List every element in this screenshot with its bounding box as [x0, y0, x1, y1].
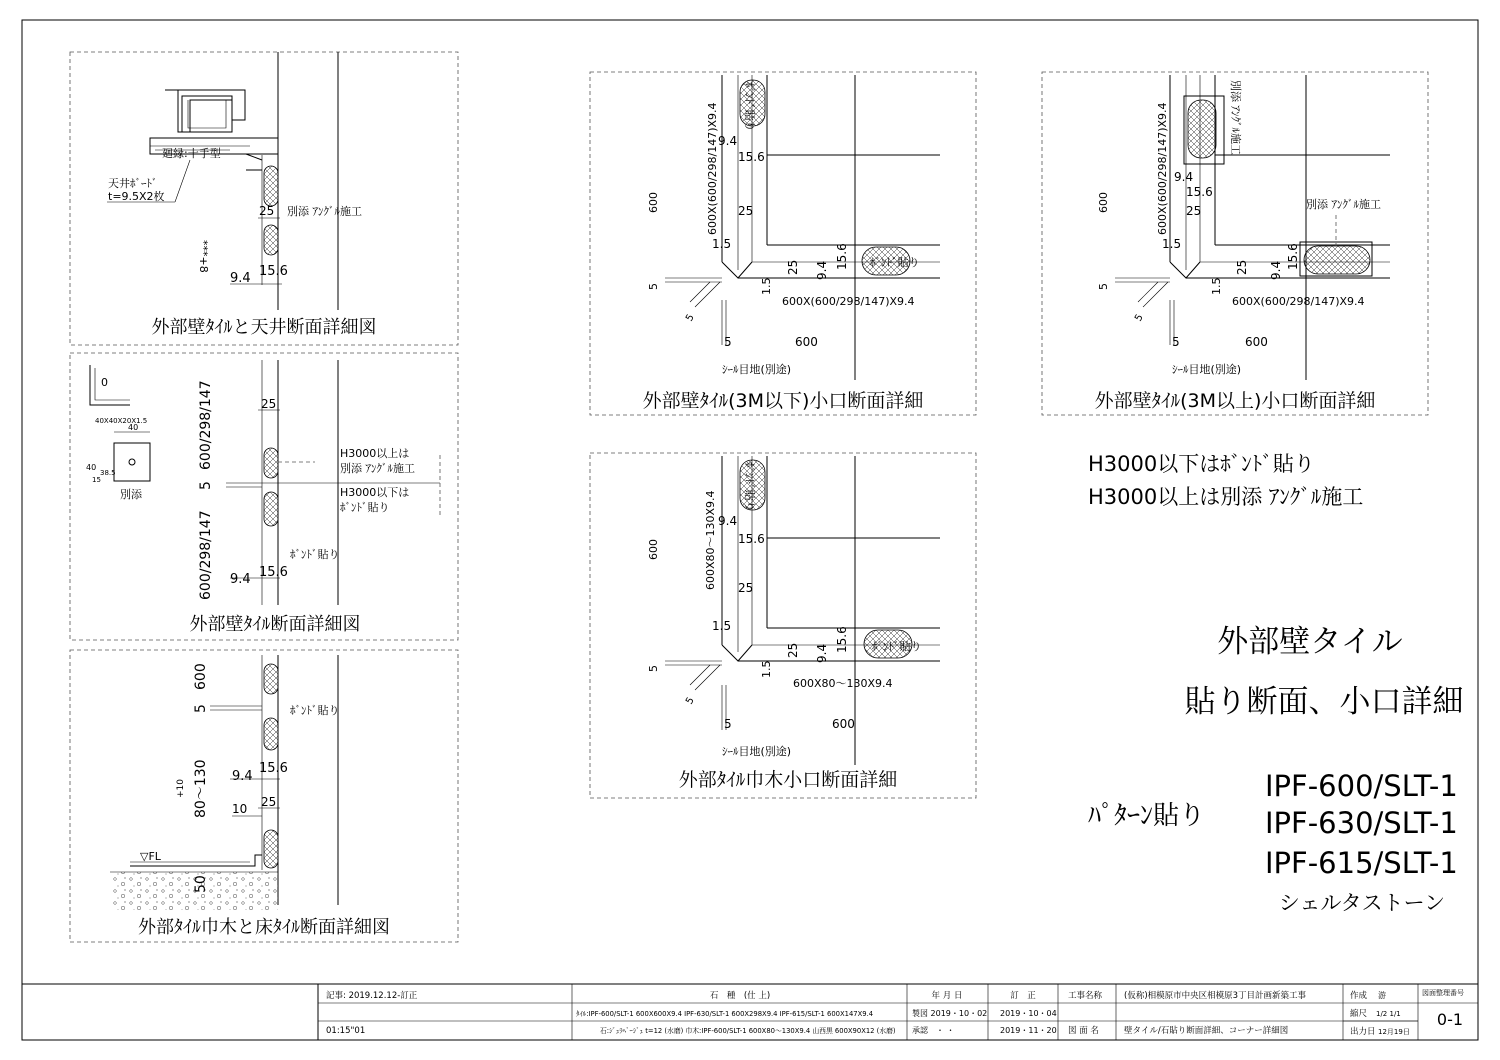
edge-low-h600: 600 [795, 335, 818, 349]
wall-dim-v-mid: 5 [198, 481, 214, 490]
ceiling-dim-25: 25 [259, 204, 275, 218]
note-line-2: H3000以上は別添 ｱﾝｸﾞﾙ施工 [1088, 485, 1364, 509]
edge-high-dim-600: 600 [1097, 192, 1110, 213]
skirting-dim-94: 9.4 [232, 769, 253, 784]
tb-stone-row2: 石:ｼﾞｭﾗﾍﾞｰｼﾞｭ t=12 (水磨) 巾木:IPF-600/SLT-1 600X80～130X9.4 山西黒 600X90X12 (水磨) [600, 1027, 896, 1035]
skirting-fl: ▽FL [140, 850, 161, 863]
edge-high-dim-94: 9.4 [1174, 170, 1194, 184]
edge-low-bond-v: ﾎﾞﾝﾄﾞ貼り [743, 82, 756, 132]
skirt-edge-h94: 9.4 [815, 643, 829, 663]
ceiling-dim-156: 15.6 [259, 264, 288, 279]
heading-line-1: 外部壁タイル [1217, 624, 1403, 660]
wall-title: 外部壁ﾀｲﾙ断面詳細図 [189, 614, 361, 635]
tb-stone-row1: ﾀｲﾙ:IPF-600/SLT-1 600X600X9.4 IPF-630/SLT-1 600X298X9.4 IPF-615/SLT-1 600X147X9.4 [576, 1010, 874, 1018]
skirt-edge-h156: 15.6 [835, 626, 849, 653]
edge-high-h600: 600 [1245, 335, 1268, 349]
tb-approve: 承認 ・ ・ [912, 1026, 955, 1035]
skirt-edge-h25: 25 [786, 642, 800, 658]
panel-edge-low [590, 72, 976, 415]
pattern-sub: シェルタストーン [1278, 891, 1446, 915]
edge-high-dim-156: 15.6 [1186, 185, 1213, 199]
heading-line-2: 貼り断面、小口詳細 [1184, 684, 1464, 720]
skirt-edge-title: 外部ﾀｲﾙ巾木小口断面詳細 [678, 769, 898, 791]
skirting-plus10: +10 [176, 779, 186, 798]
skirting-dim-80: 80～130 [193, 759, 209, 818]
edge-low-dim-156: 15.6 [738, 150, 765, 164]
skirt-edge-seal: ｼｰﾙ目地(別途) [722, 745, 792, 758]
edge-high-h156: 15.6 [1286, 243, 1300, 270]
skirt-edge-dim-94: 9.4 [718, 514, 738, 528]
edge-high-diag5: 5 [1133, 312, 1146, 324]
wall-attach-label: 別添 [120, 488, 142, 501]
edge-low-tile-v: 600X(600/298/147)X9.4 [706, 102, 719, 235]
ceiling-stars: ***+8 [197, 240, 210, 273]
skirt-edge-dim-600: 600 [647, 539, 660, 560]
skirting-dim-50: 50 [193, 875, 209, 893]
wall-dim-v-bot: 600/298/147 [198, 510, 214, 600]
tb-date-header: 年 月 日 [931, 991, 963, 1001]
edge-low-seal: ｼｰﾙ目地(別途) [722, 363, 792, 376]
tb-time: 01:15"01 [326, 1026, 366, 1036]
wall-dim-94: 9.4 [230, 572, 251, 587]
ceiling-mawari-label: 廻縁:十手型 [162, 147, 221, 160]
tb-drawing-name: 壁タイル/石貼り断面詳細、コーナー詳細図 [1124, 1026, 1289, 1036]
wall-dim-v-top: 600/298/147 [198, 380, 214, 470]
skirting-dim-25: 25 [261, 795, 277, 809]
pattern-item-3: IPF-615/SLT-1 [1265, 846, 1458, 880]
edge-high-dim-25: 25 [1186, 204, 1202, 218]
panel-edge-high [1042, 72, 1428, 415]
wall-bracket-spec: 40X40X20X1.5 [95, 417, 148, 425]
edge-high-h94: 9.4 [1269, 260, 1283, 280]
panel-skirt-edge [590, 453, 976, 798]
tb-scale-label: 縮尺 [1350, 1009, 1368, 1019]
pattern-item-1: IPF-600/SLT-1 [1265, 769, 1458, 803]
ceiling-dim-94: 9.4 [230, 271, 251, 286]
edge-low-h156: 15.6 [835, 243, 849, 270]
tb-num-label: 図面整理番号 [1422, 989, 1464, 997]
edge-low-diag5: 5 [684, 312, 697, 324]
tb-drawing-label: 図 面 名 [1068, 1026, 1099, 1036]
tb-project-label: 工事名称 [1068, 991, 1103, 1001]
skirt-edge-diag5: 5 [684, 695, 697, 707]
skirt-edge-dim-15: 1.5 [712, 619, 732, 633]
skirt-edge-tile-v: 600X80～130X9.4 [704, 490, 717, 590]
wall-bracket-a: 15 [92, 476, 101, 484]
edge-high-h15: 1.5 [1210, 277, 1223, 295]
tb-author: 游 [1378, 991, 1386, 1000]
edge-high-h25: 25 [1235, 259, 1249, 275]
tb-out-date: 12月19日 [1378, 1028, 1410, 1036]
wall-bracket-w: 40 [128, 423, 139, 432]
wall-h-over-1: H3000以上は [340, 447, 410, 460]
wall-dim-25: 25 [261, 397, 277, 411]
skirting-title: 外部ﾀｲﾙ巾木と床ﾀｲﾙ断面詳細図 [138, 917, 390, 938]
skirt-edge-h5: 5 [724, 717, 732, 731]
edge-low-bond-h: ﾎﾞﾝﾄﾞ貼り [870, 256, 920, 269]
edge-high-title: 外部壁ﾀｲﾙ(3M以上)小口断面詳細 [1094, 390, 1376, 412]
edge-low-h25: 25 [786, 259, 800, 275]
pattern-label: ﾊﾟﾀｰﾝ貼り [1088, 801, 1206, 831]
ceiling-board-spec: t=9.5X2枚 [108, 190, 165, 203]
edge-high-dim-15: 1.5 [1162, 237, 1182, 251]
panel-wall [70, 353, 458, 640]
pattern-item-2: IPF-630/SLT-1 [1265, 806, 1458, 840]
wall-h-under-1: H3000以下は [340, 486, 410, 499]
edge-low-dim-25: 25 [738, 204, 754, 218]
ceiling-board-label: 天井ﾎﾞｰﾄﾞ [108, 177, 158, 190]
wall-bracket-b: 38.5 [100, 469, 116, 477]
tb-number: 0-1 [1436, 1010, 1464, 1029]
wall-bond-label: ﾎﾞﾝﾄﾞ貼り [290, 548, 340, 561]
tb-note: 記事: 2019.12.12-訂正 [326, 991, 418, 1001]
edge-low-dim-5: 5 [647, 283, 660, 290]
edge-low-dim-15: 1.5 [712, 237, 732, 251]
edge-low-dim-94: 9.4 [718, 134, 738, 148]
skirt-edge-bond-v: ﾎﾞﾝﾄﾞ貼り [743, 462, 756, 512]
panel-skirting [70, 650, 458, 942]
edge-high-tile-v: 600X(600/298/147)X9.4 [1156, 102, 1169, 235]
skirt-edge-dim-156: 15.6 [738, 532, 765, 546]
ceiling-title: 外部壁ﾀｲﾙと天井断面詳細図 [151, 317, 377, 338]
wall-bracket-mark: 0 [101, 376, 108, 389]
edge-high-angle-h: 別添 ｱﾝｸﾞﾙ施工 [1306, 198, 1381, 211]
tb-author-label: 作成 [1350, 991, 1368, 1001]
edge-low-h94: 9.4 [815, 260, 829, 280]
tb-stone-header: 石 種 (仕 上) [709, 991, 771, 1001]
edge-high-h5: 5 [1172, 335, 1180, 349]
tb-rev1: 2019・10・04 [1000, 1009, 1057, 1018]
tb-rev-header: 訂 正 [1010, 991, 1036, 1001]
title-block [22, 984, 1478, 1040]
skirting-dim-10: 10 [232, 802, 248, 816]
tb-project-name: (仮称)相模原市中央区相模原3丁目計画新築工事 [1124, 991, 1307, 1001]
edge-low-h15: 1.5 [760, 277, 773, 295]
skirt-edge-bond-h: ﾎﾞﾝﾄﾞ貼り [872, 640, 922, 653]
tb-rev2: 2019・11・20 [1000, 1026, 1057, 1035]
wall-bracket-h: 40 [86, 463, 97, 472]
edge-low-tile-h: 600X(600/298/147)X9.4 [782, 295, 915, 308]
edge-low-h5: 5 [724, 335, 732, 349]
wall-h-over-2: 別添 ｱﾝｸﾞﾙ施工 [340, 462, 415, 475]
note-line-1: H3000以下はﾎﾞﾝﾄﾞ貼り [1088, 452, 1315, 476]
edge-high-angle-v: 別添 ｱﾝｸﾞﾙ施工 [1229, 80, 1242, 155]
edge-low-dim-600: 600 [647, 192, 660, 213]
skirting-bond: ﾎﾞﾝﾄﾞ貼り [290, 704, 340, 717]
panel-ceiling [70, 52, 458, 345]
skirt-edge-h600: 600 [832, 717, 855, 731]
skirting-dim-600: 600 [193, 663, 209, 690]
tb-scale: 1/2 1/1 [1376, 1010, 1401, 1018]
skirting-dim-5: 5 [193, 704, 209, 713]
skirting-dim-156: 15.6 [259, 761, 288, 776]
skirt-edge-h15: 1.5 [760, 660, 773, 678]
edge-high-seal: ｼｰﾙ目地(別途) [1172, 363, 1242, 376]
edge-low-title: 外部壁ﾀｲﾙ(3M以下)小口断面詳細 [642, 390, 924, 412]
edge-high-dim-5: 5 [1097, 283, 1110, 290]
wall-dim-156: 15.6 [259, 565, 288, 580]
skirt-edge-tile-h: 600X80～130X9.4 [793, 677, 893, 690]
edge-high-tile-h: 600X(600/298/147)X9.4 [1232, 295, 1365, 308]
wall-h-under-2: ﾎﾞﾝﾄﾞ貼り [340, 501, 390, 514]
skirt-edge-dim-25: 25 [738, 581, 754, 595]
tb-out-label: 出力日 [1350, 1027, 1376, 1037]
skirt-edge-dim-5: 5 [647, 665, 660, 672]
ceiling-angle-label: 別添 ｱﾝｸﾞﾙ施工 [287, 205, 362, 218]
tb-made: 製図 2019・10・02 [912, 1009, 988, 1018]
wall-bracket-plate [114, 443, 150, 481]
